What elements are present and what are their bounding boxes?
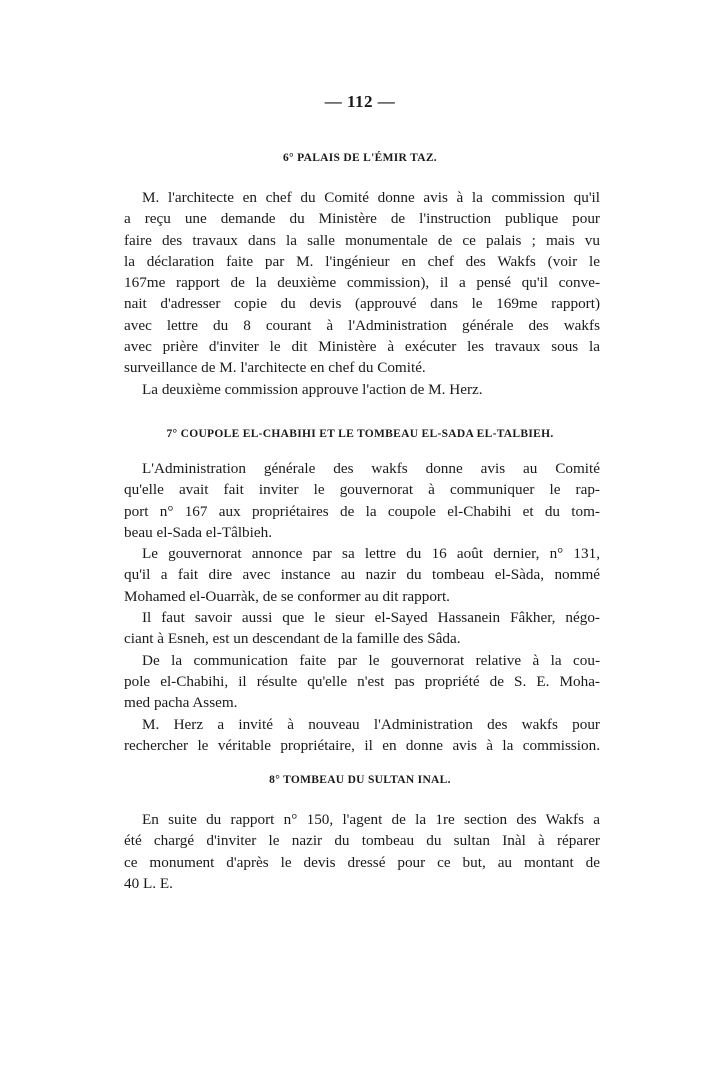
text-line: La deuxième commission approuve l'action de M. Herz. — [142, 380, 483, 398]
section-7-body — [124, 458, 600, 756]
text-line: qu'il a fait dire avec instance au nazir du tombeau el-Sàda, nommé — [124, 566, 600, 584]
text-line: la déclaration faite par M. l'ingénieur en chef des Wakfs (voir le — [124, 252, 600, 270]
text-line: surveillance de M. l'architecte en chef du Comité. — [124, 359, 426, 377]
text-line: M. Herz a invité à nouveau l'Administration des wakfs pour — [142, 715, 600, 733]
text-line: avec lettre du 8 courant à l'Administration générale des wakfs — [124, 316, 600, 334]
text-line: 167me rapport de la deuxième commission), il a pensé qu'il conve- — [124, 274, 600, 292]
section-heading-6: 6° PALAIS DE L'ÉMIR TAZ. — [283, 152, 437, 164]
text-line: beau el-Sada el-Tâlbieh. — [124, 523, 273, 541]
text-line: nait d'adresser copie du devis (approuvé dans le 169me rapport) — [124, 295, 600, 313]
text-line: M. l'architecte en chef du Comité donne avis à la commission qu'il — [142, 189, 600, 206]
section-6-body — [124, 187, 600, 400]
text-line: L'Administration générale des wakfs donne avis au Comité — [142, 460, 600, 477]
text-line: faire des travaux dans la salle monumentale de ce palais ; mais vu — [124, 231, 600, 249]
section-heading-8: 8° TOMBEAU DU SULTAN INAL. — [269, 774, 451, 786]
text-line: Il faut savoir aussi que le sieur el-Sayed Hassanein Fâkher, négo- — [142, 609, 600, 627]
text-line: med pacha Assem. — [124, 694, 238, 712]
text-line: 40 L. E. — [124, 874, 173, 892]
text-line: Mohamed el-Ouarràk, de se conformer au dit rapport. — [124, 587, 450, 605]
text-line: ciant à Esneh, est un descendant de la famille des Sâda. — [124, 630, 461, 648]
text-line: pole el-Chabihi, il résulte qu'elle n'est pas propriété de S. E. Moha- — [124, 672, 600, 690]
text-line: ce monument d'après le devis dressé pour ce but, au montant de — [124, 853, 600, 871]
text-line: En suite du rapport n° 150, l'agent de la 1re section des Wakfs a — [142, 811, 600, 828]
section-heading-7: 7° COUPOLE EL-CHABIHI ET LE TOMBEAU EL-SADA EL-TALBIEH. — [166, 428, 554, 440]
text-line: a reçu une demande du Ministère de l'instruction publique pour — [124, 210, 600, 228]
text-line: port n° 167 aux propriétaires de la coupole el-Chabihi et du tom- — [124, 502, 600, 520]
text-line: rechercher le véritable propriétaire, il en donne avis à la commission. — [124, 736, 600, 754]
text-line: Le gouvernorat annonce par sa lettre du 16 août dernier, n° 131, — [142, 545, 600, 563]
text-line: De la communication faite par le gouvernorat relative à la cou- — [142, 651, 600, 669]
text-line: avec prière d'inviter le dit Ministère à exécuter les travaux sous la — [124, 338, 600, 356]
text-line: qu'elle avait fait inviter le gouvernorat à communiquer le rap- — [124, 481, 600, 499]
text-line: été chargé d'inviter le nazir du tombeau du sultan Inàl à réparer — [124, 832, 600, 850]
page-number: — 112 — — [324, 92, 396, 111]
section-8-body — [124, 809, 600, 894]
